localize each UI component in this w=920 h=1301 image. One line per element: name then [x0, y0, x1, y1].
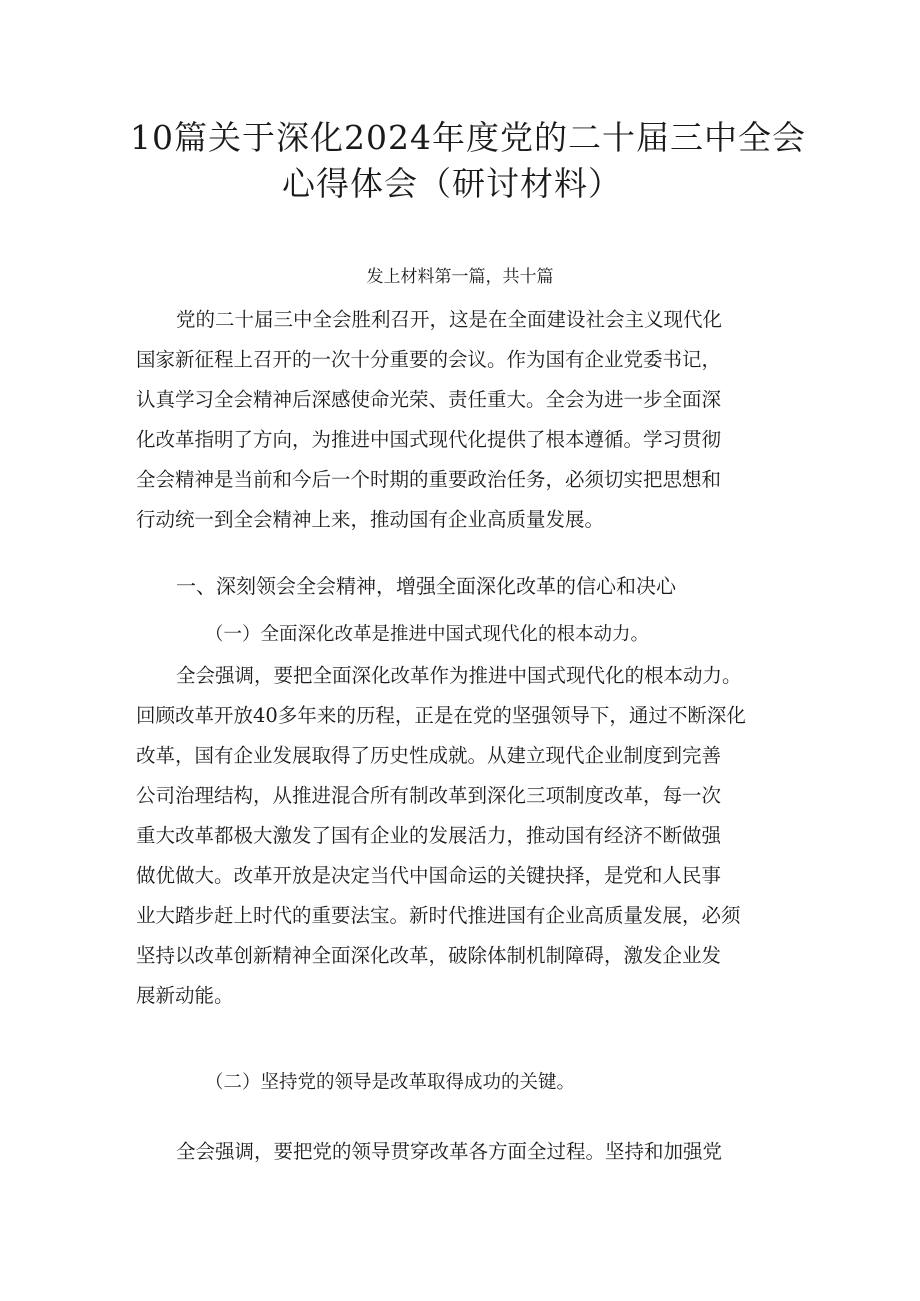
- paragraph-line: 党的二十届三中全会胜利召开，这是在全面建设社会主义现代化: [176, 308, 723, 331]
- paragraph-line: 公司治理结构，从推进混合所有制改革到深化三项制度改革，每一次: [136, 784, 722, 807]
- section1-paragraph: [136, 656, 792, 1016]
- paragraph-line: 展新动能。: [136, 984, 234, 1007]
- document-subtitle: 发上材料第一篇，共十篇: [366, 267, 554, 287]
- document-title-line-1: 10篇关于深化2024年度党的二十届三中全会: [130, 118, 806, 157]
- paragraph-line: 认真学习全会精神后深感使命光荣、责任重大。全会为进一步全面深: [136, 388, 722, 411]
- paragraph-line: 国家新征程上召开的一次十分重要的会议。作为国有企业党委书记，: [136, 348, 722, 371]
- paragraph-line: 全会强调，要把全面深化改革作为推进中国式现代化的根本动力。: [176, 664, 742, 687]
- paragraph-line: 化改革指明了方向，为推进中国式现代化提供了根本遵循。学习贯彻: [136, 428, 722, 451]
- paragraph-line: 做优做大。改革开放是决定当代中国命运的关键抉择，是党和人民事: [136, 864, 722, 887]
- paragraph-line: 业大踏步赶上时代的重要法宝。新时代推进国有企业高质量发展，必须: [136, 904, 741, 927]
- section-heading-1: 一、深刻领会全会精神，增强全面深化改革的信心和决心: [176, 574, 676, 598]
- paragraph-line: 改革，国有企业发展取得了历史性成就。从建立现代企业制度到完善: [136, 744, 722, 767]
- paragraph-line: 全会精神是当前和今后一个时期的重要政治任务，必须切实把思想和: [136, 468, 722, 491]
- paragraph-line: 行动统一到全会精神上来，推动国有企业高质量发展。: [136, 508, 605, 531]
- paragraph-line: 回顾改革开放40多年来的历程，正是在党的坚强领导下，通过不断深化: [136, 704, 746, 727]
- paragraph-line: 重大改革都极大激发了国有企业的发展活力，推动国有经济不断做强: [136, 824, 722, 847]
- paragraph-line: 坚持以改革创新精神全面深化改革，破除体制机制障碍，激发企业发: [136, 944, 722, 967]
- subsection-heading-2: （二）坚持党的领导是改革取得成功的关键。: [205, 1072, 576, 1093]
- intro-paragraph: [136, 300, 792, 540]
- section2-paragraph-line: 全会强调，要把党的领导贯穿改革各方面全过程。坚持和加强党: [176, 1140, 723, 1163]
- subsection-heading-1: （一）全面深化改革是推进中国式现代化的根本动力。: [205, 624, 650, 645]
- document-title-line-2: 心得体会（研讨材料）: [282, 164, 622, 203]
